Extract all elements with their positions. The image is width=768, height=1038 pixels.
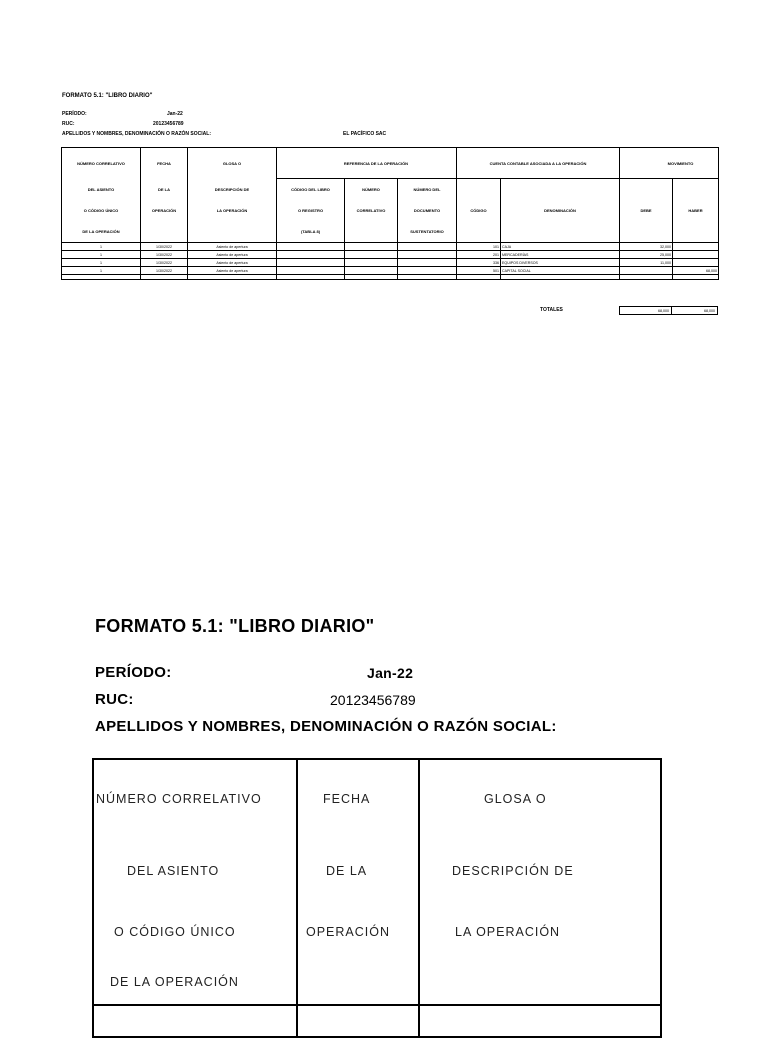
header-glosa-3: LA OPERACIÓN [188, 200, 277, 221]
header-numero-4: DE LA OPERACIÓN [62, 221, 141, 243]
header-num-documento-2: DOCUMENTO [398, 200, 457, 221]
header-cuenta: CUENTA CONTABLE ASOCIADA A LA OPERACIÓN [457, 148, 620, 179]
total-debe: 68,000 [619, 306, 672, 315]
total-haber: 68,000 [671, 306, 718, 315]
zoom-title: FORMATO 5.1: "LIBRO DIARIO" [95, 616, 375, 636]
row-codigo: 336 [457, 259, 501, 267]
table-row [62, 259, 719, 267]
header-num-correlativo-1: NÚMERO [345, 179, 398, 201]
row-num: 1 [62, 243, 141, 251]
zoom-table [92, 758, 662, 1038]
zoom-col1-line3: O CÓDIGO ÚNICO [114, 925, 236, 939]
header-debe: DEBE [620, 200, 673, 221]
header-glosa-1: GLOSA O [188, 148, 277, 179]
header-fecha-1: FECHA [141, 148, 188, 179]
razon-value: EL PACÍFICO SAC [343, 131, 387, 137]
row-glosa: Asiento de apertura [188, 243, 277, 251]
table-row [62, 251, 719, 259]
row-fecha: 1/30/2022 [141, 251, 188, 259]
row-debe [620, 267, 673, 275]
row-codigo: 501 [457, 267, 501, 275]
header-codigo: CÓDIGO [457, 200, 501, 221]
zoom-periodo-label: PERÍODO: [95, 664, 172, 681]
razon-label: APELLIDOS Y NOMBRES, DENOMINACIÓN O RAZÓN SOCIAL: [62, 131, 211, 137]
row-num: 1 [62, 251, 141, 259]
header-glosa-2: DESCRIPCIÓN DE [188, 179, 277, 201]
zoom-col1-line4: DE LA OPERACIÓN [110, 975, 239, 989]
row-denominacion: CAPITAL SOCIAL [501, 267, 620, 275]
row-denominacion: CAJA [501, 243, 620, 251]
row-haber [673, 243, 719, 251]
zoom-col2-line3: OPERACIÓN [306, 925, 391, 939]
row-debe: 25,000 [620, 251, 673, 259]
table-row [62, 267, 719, 275]
header-num-documento-3: SUSTENTATORIO [398, 221, 457, 243]
row-glosa: Asiento de apertura [188, 251, 277, 259]
header-numero-3: O CÓDIGO ÚNICO [62, 200, 141, 221]
row-fecha: 1/30/2022 [141, 267, 188, 275]
table-row [62, 243, 719, 251]
row-num: 1 [62, 259, 141, 267]
ruc-label: RUC: [62, 121, 75, 127]
row-codigo: 201 [457, 251, 501, 259]
row-haber: 68,000 [673, 267, 719, 275]
header-movimiento: MOVIMIENTO [620, 148, 719, 179]
header-codigo-libro-1: CÓDIGO DEL LIBRO [277, 179, 345, 201]
header-haber: HABER [673, 200, 719, 221]
zoom-col3-line3: LA OPERACIÓN [455, 925, 561, 939]
zoom-col2-line2: DE LA [326, 864, 368, 878]
doc-title: FORMATO 5.1: "LIBRO DIARIO" [62, 93, 153, 99]
row-haber [673, 251, 719, 259]
header-num-documento-1: NÚMERO DEL [398, 179, 457, 201]
header-codigo-libro-3: (TABLA 8) [277, 221, 345, 243]
totales-label: TOTALES [540, 307, 563, 313]
zoom-col2-line1: FECHA [323, 792, 371, 806]
row-denominacion: EQUIPOS DIVERSOS [501, 259, 620, 267]
libro-diario-table [61, 147, 719, 280]
row-debe: 32,000 [620, 243, 673, 251]
zoom-col3-line2: DESCRIPCIÓN DE [452, 864, 574, 878]
row-glosa: Asiento de apertura [188, 267, 277, 275]
header-num-correlativo-2: CORRELATIVO [345, 200, 398, 221]
periodo-value: Jan-22 [167, 111, 183, 117]
row-debe: 11,000 [620, 259, 673, 267]
ruc-value: 20123456789 [153, 121, 184, 127]
header-referencia: REFERENCIA DE LA OPERACIÓN [277, 148, 457, 179]
row-num: 1 [62, 267, 141, 275]
header-codigo-libro-2: O REGISTRO [277, 200, 345, 221]
row-fecha: 1/30/2022 [141, 243, 188, 251]
header-fecha-3: OPERACIÓN [141, 200, 188, 221]
header-denominacion: DENOMINACIÓN [501, 200, 620, 221]
zoom-razon-label: APELLIDOS Y NOMBRES, DENOMINACIÓN O RAZÓN SOCIAL: [95, 718, 557, 735]
zoom-col3-line1: GLOSA O [484, 792, 547, 806]
header-numero-1: NÚMERO CORRELATIVO [62, 148, 141, 179]
row-denominacion: MERCADERÍAS [501, 251, 620, 259]
header-numero-2: DEL ASIENTO [62, 179, 141, 201]
row-fecha: 1/30/2022 [141, 259, 188, 267]
zoom-ruc-label: RUC: [95, 691, 134, 708]
row-glosa: Asiento de apertura [188, 259, 277, 267]
zoom-col1-line1: NÚMERO CORRELATIVO [96, 792, 262, 806]
row-haber [673, 259, 719, 267]
zoom-col1-line2: DEL ASIENTO [127, 864, 220, 878]
zoom-ruc-value: 20123456789 [330, 692, 416, 708]
periodo-label: PERÍODO: [62, 111, 87, 117]
header-fecha-2: DE LA [141, 179, 188, 201]
row-codigo: 101 [457, 243, 501, 251]
zoom-periodo-value: Jan-22 [367, 665, 414, 681]
